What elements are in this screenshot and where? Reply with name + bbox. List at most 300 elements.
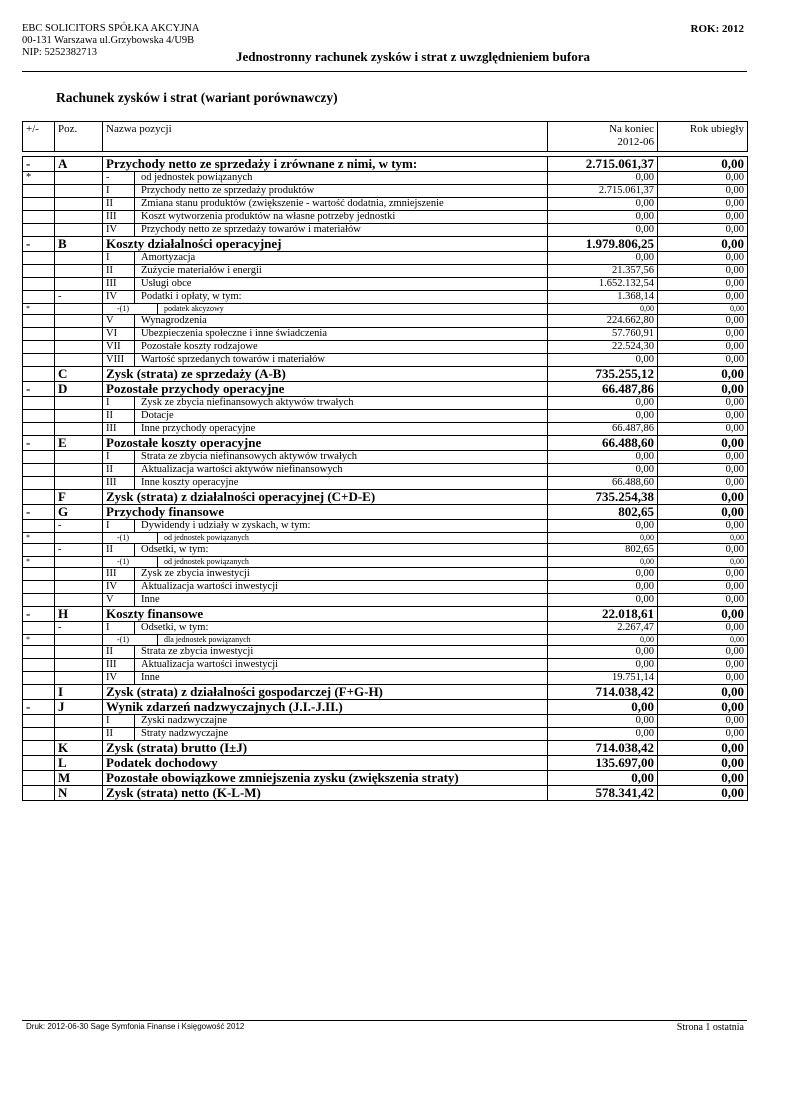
row-sub-sign: [55, 211, 103, 224]
section-row: [23, 505, 748, 520]
row-position: III: [103, 278, 135, 290]
company-address: 00-131 Warszawa ul.Grzybowska 4/U9B: [22, 35, 195, 46]
page-indicator: Strona 1 ostatnia: [676, 1022, 744, 1033]
row-sign: -: [23, 157, 55, 172]
row-previous-value: 0,00: [658, 715, 748, 728]
row-name: Koszty finansowe: [103, 607, 548, 622]
row-position: B: [55, 237, 103, 252]
report-subtitle: Rachunek zysków i strat (wariant porównawczy): [56, 90, 338, 105]
row-sign: [23, 341, 55, 354]
row-name: Przychody finansowe: [103, 505, 548, 520]
row-current-value: 0,00: [548, 533, 658, 544]
row-previous-value: 0,00: [658, 436, 748, 451]
row-previous-value: 0,00: [658, 185, 748, 198]
table-row: [23, 304, 748, 315]
company-name: EBC SOLICITORS SPÓŁKA AKCYJNA: [22, 23, 200, 34]
row-previous-value: 0,00: [658, 557, 748, 568]
row-current-value: 802,65: [548, 505, 658, 520]
row-position: II: [103, 646, 135, 658]
header-current-line2: 2012-06: [617, 136, 654, 148]
row-name: Przychody netto ze sprzedaży produktów: [141, 185, 315, 196]
row-name-cell: [103, 423, 548, 436]
row-current-value: 0,00: [548, 224, 658, 237]
row-previous-value: 0,00: [658, 533, 748, 544]
table-row: [23, 252, 748, 265]
row-current-value: 0,00: [548, 252, 658, 265]
row-position: M: [55, 771, 103, 786]
row-sign: [23, 252, 55, 265]
row-sign: [23, 423, 55, 436]
section-row: [23, 382, 748, 397]
row-position: I: [103, 397, 135, 409]
row-sub-sign: -: [55, 520, 103, 533]
table-header-row: [23, 122, 748, 152]
row-position: I: [103, 520, 135, 532]
row-sign: *: [23, 172, 55, 185]
row-position: II: [103, 198, 135, 210]
row-previous-value: 0,00: [658, 423, 748, 436]
row-name-cell: [103, 635, 548, 646]
row-name-cell: [103, 581, 548, 594]
row-name: Koszt wytworzenia produktów na własne potrzeby jednostki: [141, 211, 396, 222]
row-previous-value: 0,00: [658, 410, 748, 423]
row-current-value: 135.697,00: [548, 756, 658, 771]
table-row: [23, 715, 748, 728]
row-position: VIII: [103, 354, 135, 366]
row-previous-value: 0,00: [658, 756, 748, 771]
row-sign: [23, 367, 55, 382]
row-position: VII: [103, 341, 135, 353]
table-row: [23, 477, 748, 490]
row-name-cell: [103, 594, 548, 607]
row-current-value: 0,00: [548, 700, 658, 715]
row-current-value: 578.341,42: [548, 786, 658, 801]
row-position: -(1): [103, 635, 158, 645]
row-previous-value: 0,00: [658, 544, 748, 557]
row-name-cell: [103, 252, 548, 265]
row-sub-sign: [55, 423, 103, 436]
row-sign: -: [23, 237, 55, 252]
row-previous-value: 0,00: [658, 685, 748, 700]
row-sign: [23, 741, 55, 756]
row-position: IV: [103, 291, 135, 303]
row-name-cell: [103, 622, 548, 635]
row-current-value: 0,00: [548, 520, 658, 533]
row-name-cell: [103, 211, 548, 224]
section-row: [23, 607, 748, 622]
row-name: Wartość sprzedanych towarów i materiałów: [141, 354, 326, 365]
row-position: II: [103, 464, 135, 476]
row-sign: -: [23, 436, 55, 451]
table-row: [23, 672, 748, 685]
row-sign: *: [23, 533, 55, 544]
row-name: od jednostek powiązanych: [164, 557, 249, 566]
row-sub-sign: [55, 451, 103, 464]
row-sign: [23, 278, 55, 291]
row-previous-value: 0,00: [658, 224, 748, 237]
row-name: Aktualizacja wartości aktywów niefinansowych: [141, 464, 343, 475]
row-position: I: [103, 715, 135, 727]
row-current-value: 0,00: [548, 659, 658, 672]
row-sub-sign: [55, 635, 103, 646]
row-previous-value: 0,00: [658, 771, 748, 786]
row-sign: *: [23, 635, 55, 646]
row-previous-value: 0,00: [658, 291, 748, 304]
row-current-value: 57.760,91: [548, 328, 658, 341]
row-sign: [23, 544, 55, 557]
row-name-cell: [103, 224, 548, 237]
row-name: Zysk (strata) z działalności gospodarczej (F+G-H): [103, 685, 548, 700]
row-sign: [23, 477, 55, 490]
section-row: [23, 756, 748, 771]
row-current-value: 22.018,61: [548, 607, 658, 622]
row-name-cell: [103, 715, 548, 728]
row-sign: [23, 328, 55, 341]
row-previous-value: 0,00: [658, 607, 748, 622]
row-current-value: 1.979.806,25: [548, 237, 658, 252]
row-previous-value: 0,00: [658, 622, 748, 635]
row-sub-sign: [55, 252, 103, 265]
row-position: -: [103, 172, 135, 184]
row-sign: [23, 520, 55, 533]
section-row: [23, 685, 748, 700]
row-sign: [23, 659, 55, 672]
row-current-value: 0,00: [548, 715, 658, 728]
row-position: III: [103, 568, 135, 580]
header-previous: Rok ubiegły: [658, 122, 748, 152]
row-sub-sign: [55, 672, 103, 685]
row-current-value: 714.038,42: [548, 741, 658, 756]
row-current-value: 66.488,60: [548, 436, 658, 451]
table-row: [23, 581, 748, 594]
row-current-value: 0,00: [548, 635, 658, 646]
company-nip: NIP: 5252382713: [22, 47, 97, 58]
row-name-cell: [103, 544, 548, 557]
row-name: Zysk ze zbycia niefinansowych aktywów trwałych: [141, 397, 354, 408]
row-position: L: [55, 756, 103, 771]
section-row: [23, 771, 748, 786]
row-previous-value: 0,00: [658, 367, 748, 382]
row-sign: [23, 581, 55, 594]
row-name: Zysk (strata) ze sprzedaży (A-B): [103, 367, 548, 382]
row-sub-sign: -: [55, 291, 103, 304]
row-current-value: 19.751,14: [548, 672, 658, 685]
row-current-value: 0,00: [548, 211, 658, 224]
row-sign: [23, 185, 55, 198]
row-previous-value: 0,00: [658, 635, 748, 646]
row-current-value: 0,00: [548, 771, 658, 786]
section-row: [23, 157, 748, 172]
row-current-value: 0,00: [548, 594, 658, 607]
row-name: Podatki i opłaty, w tym:: [141, 291, 242, 302]
row-previous-value: 0,00: [658, 464, 748, 477]
row-name: Koszty działalności operacyjnej: [103, 237, 548, 252]
row-sub-sign: [55, 304, 103, 315]
row-name: Zysk (strata) z działalności operacyjnej (C+D-E): [103, 490, 548, 505]
row-name-cell: [103, 646, 548, 659]
row-current-value: 0,00: [548, 397, 658, 410]
row-sub-sign: [55, 185, 103, 198]
row-previous-value: 0,00: [658, 354, 748, 367]
row-sign: [23, 771, 55, 786]
row-sign: [23, 354, 55, 367]
row-name: Zysk ze zbycia inwestycji: [141, 568, 250, 579]
row-position: -(1): [103, 557, 158, 567]
row-current-value: 0,00: [548, 581, 658, 594]
row-current-value: 66.487,86: [548, 382, 658, 397]
row-previous-value: 0,00: [658, 157, 748, 172]
row-sign: [23, 211, 55, 224]
row-name-cell: [103, 659, 548, 672]
row-name: Amortyzacja: [141, 252, 196, 263]
row-name: Podatek dochodowy: [103, 756, 548, 771]
row-current-value: 714.038,42: [548, 685, 658, 700]
row-sub-sign: [55, 354, 103, 367]
section-row: [23, 367, 748, 382]
table-row: [23, 341, 748, 354]
row-previous-value: 0,00: [658, 265, 748, 278]
row-position: II: [103, 410, 135, 422]
row-current-value: 66.487,86: [548, 423, 658, 436]
row-name: Ubezpieczenia społeczne i inne świadczenia: [141, 328, 327, 339]
row-sub-sign: [55, 410, 103, 423]
table-row: [23, 172, 748, 185]
row-current-value: 0,00: [548, 728, 658, 741]
row-previous-value: 0,00: [658, 382, 748, 397]
table-row: [23, 622, 748, 635]
row-sign: -: [23, 700, 55, 715]
row-name-cell: [103, 533, 548, 544]
table-row: [23, 211, 748, 224]
row-name: Inne: [141, 594, 160, 605]
row-previous-value: 0,00: [658, 700, 748, 715]
row-previous-value: 0,00: [658, 237, 748, 252]
row-sign: -: [23, 607, 55, 622]
table-row: [23, 224, 748, 237]
row-previous-value: 0,00: [658, 451, 748, 464]
report-table: [22, 121, 748, 801]
table-row: [23, 568, 748, 581]
row-position: IV: [103, 672, 135, 684]
row-name-cell: [103, 172, 548, 185]
row-previous-value: 0,00: [658, 198, 748, 211]
header-current-line1: Na koniec: [609, 123, 654, 135]
row-position: F: [55, 490, 103, 505]
row-sign: [23, 490, 55, 505]
row-position: I: [103, 451, 135, 463]
row-name: Dywidendy i udziały w zyskach, w tym:: [141, 520, 311, 531]
table-row: [23, 410, 748, 423]
row-sign: [23, 464, 55, 477]
row-previous-value: 0,00: [658, 490, 748, 505]
table-row: [23, 520, 748, 533]
row-name: Pozostałe koszty operacyjne: [103, 436, 548, 451]
row-current-value: 735.255,12: [548, 367, 658, 382]
row-current-value: 0,00: [548, 354, 658, 367]
row-current-value: 0,00: [548, 646, 658, 659]
row-current-value: 1.652.132,54: [548, 278, 658, 291]
row-name-cell: [103, 315, 548, 328]
row-previous-value: 0,00: [658, 672, 748, 685]
header-sign: +/-: [23, 122, 55, 152]
row-name: Przychody netto ze sprzedaży towarów i materiałów: [141, 224, 361, 235]
row-previous-value: 0,00: [658, 252, 748, 265]
row-sign: [23, 451, 55, 464]
row-current-value: 0,00: [548, 557, 658, 568]
row-sign: [23, 291, 55, 304]
row-sign: [23, 685, 55, 700]
row-sub-sign: [55, 646, 103, 659]
row-sign: *: [23, 304, 55, 315]
header-name: Nazwa pozycji: [103, 122, 548, 152]
row-name-cell: [103, 354, 548, 367]
row-sub-sign: -: [55, 622, 103, 635]
row-position: G: [55, 505, 103, 520]
row-sign: [23, 568, 55, 581]
row-name: Odsetki, w tym:: [141, 544, 209, 555]
row-sign: [23, 622, 55, 635]
table-row: [23, 185, 748, 198]
row-previous-value: 0,00: [658, 594, 748, 607]
row-current-value: 1.368,14: [548, 291, 658, 304]
row-name-cell: [103, 397, 548, 410]
footer-divider: [22, 1020, 747, 1021]
row-name: od jednostek powiązanych: [141, 172, 253, 183]
row-sub-sign: [55, 568, 103, 581]
section-row: [23, 700, 748, 715]
row-name-cell: [103, 520, 548, 533]
row-name-cell: [103, 265, 548, 278]
row-name: podatek akcyzowy: [164, 304, 224, 313]
row-name-cell: [103, 464, 548, 477]
row-position: E: [55, 436, 103, 451]
table-row: [23, 291, 748, 304]
row-name: Inne: [141, 672, 160, 683]
row-position: IV: [103, 581, 135, 593]
row-name: Odsetki, w tym:: [141, 622, 209, 633]
row-previous-value: 0,00: [658, 741, 748, 756]
row-previous-value: 0,00: [658, 328, 748, 341]
table-row: [23, 451, 748, 464]
row-name: Strata ze zbycia inwestycji: [141, 646, 254, 657]
row-name: Zysk (strata) netto (K-L-M): [103, 786, 548, 801]
table-row: [23, 557, 748, 568]
row-name-cell: [103, 291, 548, 304]
row-sub-sign: [55, 533, 103, 544]
table-row: [23, 265, 748, 278]
row-name: Zmiana stanu produktów (zwiększenie - wartość dodatnia, zmniejszenie: [141, 198, 444, 209]
row-sign: [23, 410, 55, 423]
row-sign: -: [23, 505, 55, 520]
row-position: I: [55, 685, 103, 700]
row-current-value: 2.715.061,37: [548, 185, 658, 198]
row-name: Usługi obce: [141, 278, 192, 289]
row-name-cell: [103, 451, 548, 464]
row-position: I: [103, 252, 135, 264]
row-position: V: [103, 315, 135, 327]
row-name-cell: [103, 728, 548, 741]
row-current-value: 0,00: [548, 304, 658, 315]
row-position: J: [55, 700, 103, 715]
row-name: Pozostałe obowiązkowe zmniejszenia zysku (zwiększenia straty): [103, 771, 548, 786]
row-position: II: [103, 265, 135, 277]
row-position: -(1): [103, 533, 158, 543]
row-previous-value: 0,00: [658, 568, 748, 581]
table-row: [23, 397, 748, 410]
row-name: Inne koszty operacyjne: [141, 477, 239, 488]
row-position: II: [103, 544, 135, 556]
row-sub-sign: [55, 397, 103, 410]
row-position: VI: [103, 328, 135, 340]
row-previous-value: 0,00: [658, 211, 748, 224]
row-current-value: 0,00: [548, 464, 658, 477]
row-name: Inne przychody operacyjne: [141, 423, 256, 434]
row-sign: *: [23, 557, 55, 568]
table-row: [23, 315, 748, 328]
row-sign: [23, 728, 55, 741]
row-position: III: [103, 423, 135, 435]
table-row: [23, 423, 748, 436]
row-previous-value: 0,00: [658, 172, 748, 185]
row-sign: [23, 715, 55, 728]
row-sub-sign: -: [55, 544, 103, 557]
section-row: [23, 490, 748, 505]
row-sign: [23, 756, 55, 771]
row-current-value: 0,00: [548, 451, 658, 464]
row-name: Aktualizacja wartości inwestycji: [141, 659, 279, 670]
row-sub-sign: [55, 278, 103, 291]
row-current-value: 0,00: [548, 172, 658, 185]
row-name: Wynik zdarzeń nadzwyczajnych (J.I.-J.II.): [103, 700, 548, 715]
row-name-cell: [103, 557, 548, 568]
document-title: Jednostronny rachunek zysków i strat z uwzględnieniem bufora: [236, 49, 591, 64]
table-row: [23, 198, 748, 211]
row-previous-value: 0,00: [658, 315, 748, 328]
row-current-value: 66.488,60: [548, 477, 658, 490]
row-sub-sign: [55, 341, 103, 354]
row-position: III: [103, 211, 135, 223]
row-sub-sign: [55, 477, 103, 490]
row-position: D: [55, 382, 103, 397]
row-current-value: 22.524,30: [548, 341, 658, 354]
row-name: od jednostek powiązanych: [164, 533, 249, 542]
row-name: Pozostałe koszty rodzajowe: [141, 341, 258, 352]
row-name: Aktualizacja wartości inwestycji: [141, 581, 279, 592]
row-sub-sign: [55, 198, 103, 211]
row-previous-value: 0,00: [658, 397, 748, 410]
table-row: [23, 594, 748, 607]
section-row: [23, 786, 748, 801]
year-label: ROK: 2012: [690, 23, 744, 35]
row-sign: [23, 786, 55, 801]
row-sign: [23, 224, 55, 237]
row-current-value: 0,00: [548, 198, 658, 211]
table-row: [23, 635, 748, 646]
row-current-value: 2.715.061,37: [548, 157, 658, 172]
row-current-value: 224.662,80: [548, 315, 658, 328]
row-position: I: [103, 622, 135, 634]
row-position: -(1): [103, 304, 158, 314]
row-sub-sign: [55, 224, 103, 237]
row-previous-value: 0,00: [658, 786, 748, 801]
row-sub-sign: [55, 265, 103, 278]
row-sub-sign: [55, 659, 103, 672]
row-sub-sign: [55, 581, 103, 594]
row-sub-sign: [55, 594, 103, 607]
row-name-cell: [103, 477, 548, 490]
row-current-value: 0,00: [548, 568, 658, 581]
row-sub-sign: [55, 328, 103, 341]
